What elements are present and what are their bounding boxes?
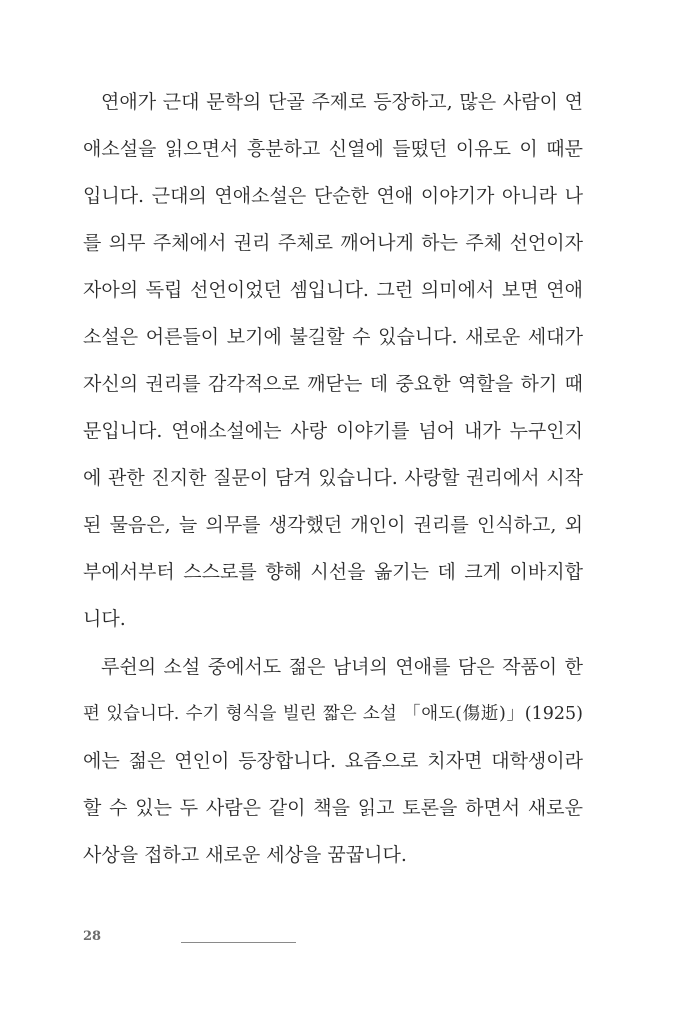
text-line: 니다. — [83, 608, 126, 630]
text-line: 자신의 권리를 감각적으로 깨닫는 데 중요한 역할을 하기 때 — [83, 373, 583, 395]
text-line: 부에서부터 스스로를 향해 시선을 옮기는 데 크게 이바지합 — [83, 561, 583, 583]
body-paragraph-2 — [83, 644, 583, 879]
text-line: 자아의 독립 선언이었던 셈입니다. 그런 의미에서 보면 연애 — [83, 279, 583, 301]
body-paragraph-1 — [83, 79, 583, 643]
text-line: 할 수 있는 두 사람은 같이 책을 읽고 토론을 하면서 새로운 — [83, 797, 583, 819]
text-line: 에는 젊은 연인이 등장합니다. 요즘으로 치자면 대학생이라 — [83, 750, 583, 772]
text-line: 편 있습니다. 수기 형식을 빌린 짧은 소설 「애도(傷逝)」(1925) — [83, 704, 583, 724]
page-number: 28 — [83, 929, 102, 944]
text-line: 사상을 접하고 새로운 세상을 꿈꿉니다. — [83, 844, 407, 866]
text-line: 에 관한 진지한 질문이 담겨 있습니다. 사랑할 권리에서 시작 — [83, 467, 583, 489]
text-line: 애소설을 읽으면서 흥분하고 신열에 들떴던 이유도 이 때문 — [83, 138, 583, 160]
footer-rule — [181, 942, 296, 943]
text-line: 입니다. 근대의 연애소설은 단순한 연애 이야기가 아니라 나 — [83, 185, 583, 207]
text-line: 문입니다. 연애소설에는 사랑 이야기를 넘어 내가 누구인지 — [83, 420, 583, 442]
text-line: 를 의무 주체에서 권리 주체로 깨어나게 하는 주체 선언이자 — [83, 232, 583, 254]
text-line: 연애가 근대 문학의 단골 주제로 등장하고, 많은 사람이 연 — [101, 91, 583, 113]
text-line: 된 물음은, 늘 의무를 생각했던 개인이 권리를 인식하고, 외 — [83, 514, 583, 536]
text-line: 루쉰의 소설 중에서도 젊은 남녀의 연애를 담은 작품이 한 — [101, 656, 583, 678]
text-line: 소설은 어른들이 보기에 불길할 수 있습니다. 새로운 세대가 — [83, 326, 583, 348]
